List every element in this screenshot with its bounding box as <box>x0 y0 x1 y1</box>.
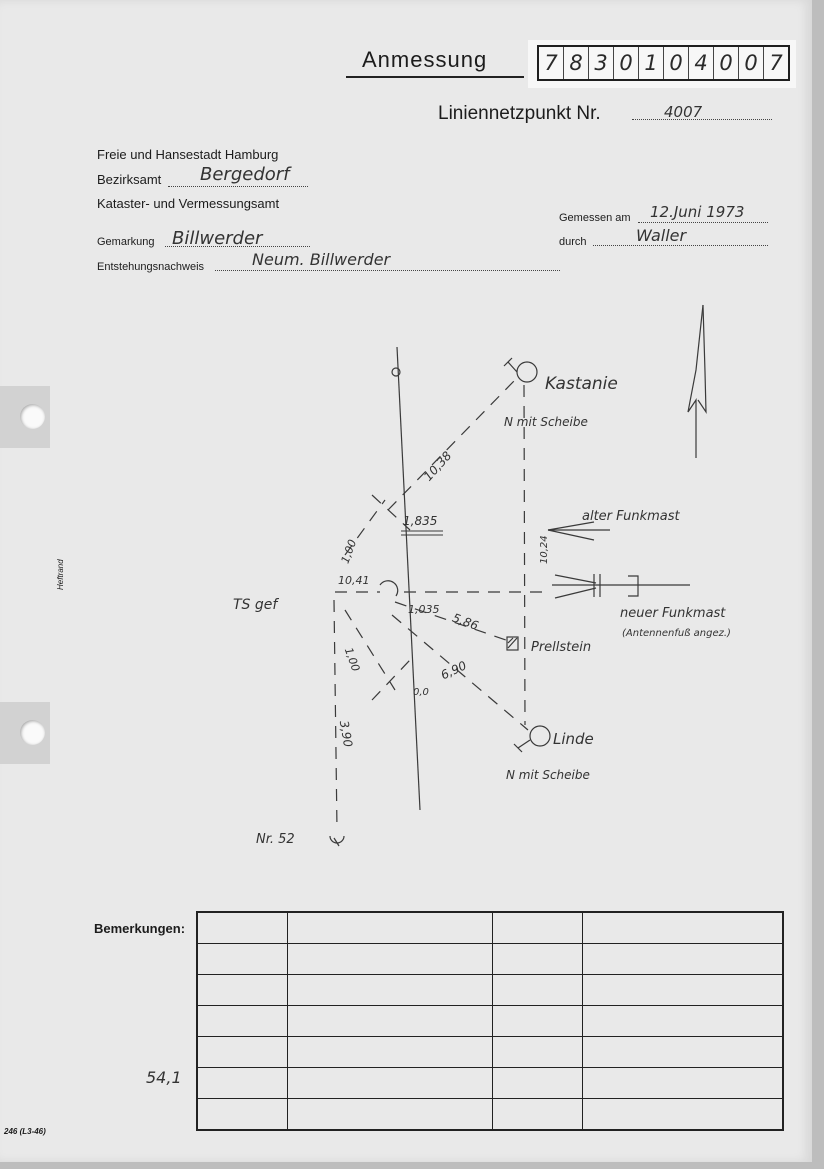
office-name: Kataster- und Vermessungsamt <box>97 196 280 211</box>
gemessen-am-value: 12.Juni 1973 <box>650 203 745 221</box>
form-code: 246 (L3-46) <box>4 1127 46 1136</box>
id-digit: 4 <box>688 47 713 79</box>
kastanie-label: Kastanie <box>545 374 618 394</box>
id-digit: 3 <box>588 47 613 79</box>
handwritten-note: 54,1 <box>146 1068 182 1087</box>
ts-gef-label: TS gef <box>233 597 278 613</box>
distance-label: 5,86 <box>450 610 481 633</box>
dashed-kastanie-linde <box>524 385 525 725</box>
liniennetzpunkt-value: 4007 <box>664 103 703 121</box>
authority-name: Freie und Hansestadt Hamburg <box>97 147 279 162</box>
table-row <box>197 1067 783 1098</box>
distance-label: 0,0 <box>413 687 429 698</box>
measurement-point <box>380 581 398 596</box>
distance-label: 3,90 <box>336 719 356 749</box>
kastanie-tree-symbol <box>517 362 537 382</box>
gemarkung-value: Billwerder <box>172 228 263 249</box>
linde-note: N mit Scheibe <box>506 768 590 782</box>
document-title: Anmessung <box>362 47 488 72</box>
entstehungsnachweis-value: Neum. Billwerder <box>252 250 391 269</box>
distance-label: 10,38 <box>420 448 455 484</box>
distance-label: 6,90 <box>438 658 469 683</box>
distance-label: 1,035 <box>408 603 440 616</box>
table-row <box>197 1098 783 1130</box>
distance-label: 10,24 <box>539 535 550 564</box>
gemessen-am-label: Gemessen am <box>559 212 631 224</box>
distance-label: 1,835 <box>403 514 438 528</box>
id-digit: 0 <box>663 47 688 79</box>
antennenfuss-label: (Antennenfuß angez.) <box>622 628 731 639</box>
nr52-label: Nr. 52 <box>256 832 295 847</box>
durch-label: durch <box>559 236 587 248</box>
bezirksamt-value: Bergedorf <box>200 164 290 185</box>
alter-funkmast-label: alter Funkmast <box>582 509 680 524</box>
table-row <box>197 974 783 1005</box>
dashed-to-nr52 <box>334 600 337 830</box>
distance-label: 1,00 <box>341 645 363 674</box>
id-digit: 0 <box>613 47 638 79</box>
id-digit: 1 <box>638 47 663 79</box>
prellstein-label: Prellstein <box>531 640 592 655</box>
table-row <box>197 1036 783 1067</box>
table-row <box>197 912 783 944</box>
table-row <box>197 944 783 975</box>
dashed-to-kastanie <box>388 380 515 510</box>
linde-label: Linde <box>553 730 594 748</box>
durch-value: Waller <box>636 226 687 245</box>
id-digit: 0 <box>738 47 763 79</box>
table-row <box>197 1005 783 1036</box>
id-digit: 0 <box>713 47 738 79</box>
heftrand-label: Heftrand <box>56 559 65 590</box>
id-digit: 7 <box>763 47 788 79</box>
north-arrow <box>688 305 703 458</box>
remarks-label: Bemerkungen: <box>94 921 186 936</box>
bezirksamt-label: Bezirksamt <box>97 172 162 187</box>
distance-label: 10,41 <box>338 574 370 587</box>
north-arrow-head <box>698 305 706 412</box>
id-digit: 8 <box>563 47 588 79</box>
distance-label: 1,00 <box>338 537 360 566</box>
gemarkung-label: Gemarkung <box>97 236 155 248</box>
liniennetzpunkt-label: Liniennetzpunkt Nr. <box>438 103 601 124</box>
remarks-table <box>196 911 784 1131</box>
survey-line <box>397 347 420 810</box>
linde-tree-symbol <box>530 726 550 746</box>
entstehungsnachweis-label: Entstehungsnachweis <box>97 261 205 273</box>
neuer-funkmast-label: neuer Funkmast <box>620 606 726 621</box>
id-digit: 7 <box>544 51 558 75</box>
kastanie-note: N mit Scheibe <box>504 415 588 429</box>
